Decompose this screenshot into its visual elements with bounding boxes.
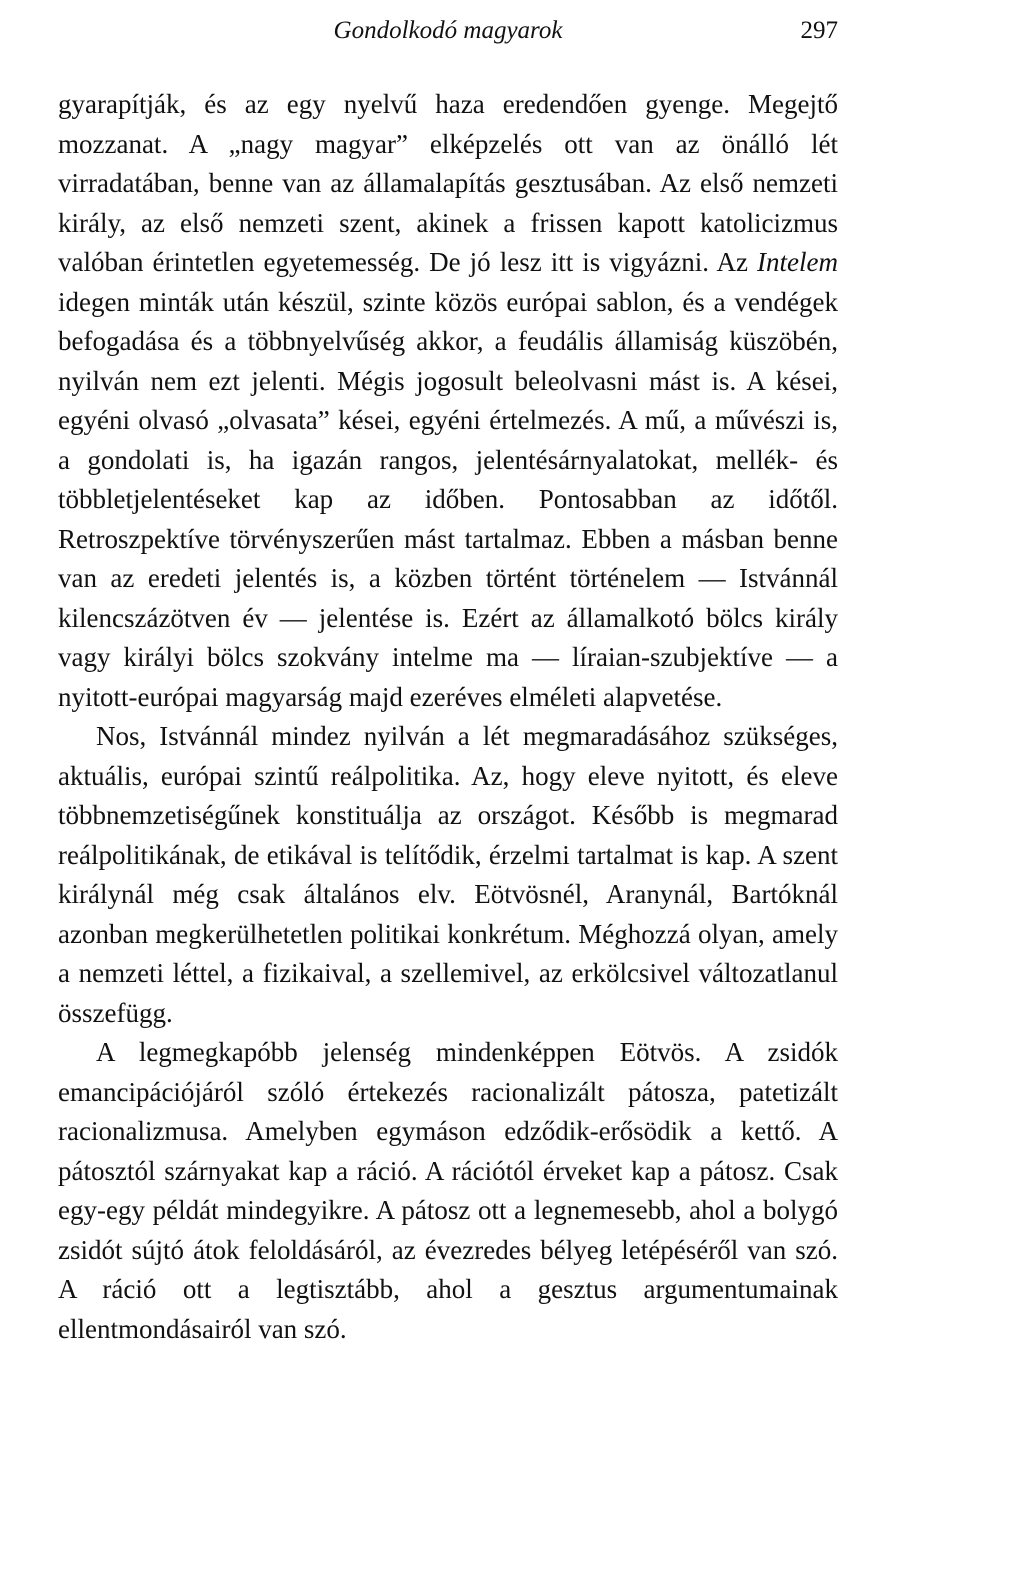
paragraph-2: Nos, Istvánnál mindez nyilván a lét megmaradásához szükséges, aktuális, európai szintű reálpolitika. Az, hogy eleve nyitott, és eleve többnemzetiségűnek konstituálja az országot. Később is megmarad reálpolitikának, de etikával is telítődik, érzelmi tartalmat is kap. A szent királynál még csak általános elv. Eötvösnél, Aranynál, Bartóknál azonban megkerülhetetlen politikai konkrétum. Méghozzá olyan, amely a nemzeti léttel, a fizikaival, a szellemivel, az erkölcsivel változatlanul összefügg. [58,721,838,1028]
book-page [58,14,838,1569]
paragraph-1-text-b: idegen minták után készül, szinte közös európai sablon, és a vendégek befogadása és a többnyelvűség akkor, a feudális államiság küszöbén, nyilván nem ezt jelenti. Mégis jogosult beleolvasni mást is. A kései, egyéni olvasó „olvasata” kései, egyéni értelmezés. A mű, a művészi is, a gondolati is, ha igazán rangos, jelentésárnyalatokat, mellék- és többletjelentéseket kap az időben. Pontosabban az időtől. Retroszpektíve törvényszerűen mást tartalmaz. Ebben a másban benne van az eredeti jelentés is, a közben történt történelem — Istvánnál kilencszázötven év — jelentése is. Ezért az államalkotó bölcs király vagy királyi bölcs szokvány intelme ma — líraian-szubjektíve — a nyitott-európai magyarság majd ezeréves elméleti alapvetése. [58,286,838,712]
body-text [58,85,838,1349]
running-title: Gondolkodó magyarok [333,17,563,44]
paragraph-3: A legmegkapóbb jelenség mindenképpen Eötvös. A zsidók emancipációjáról szóló értekezés racionalizált pátosza, patetizált racionalizmusa. Amelyben egymáson edződik-erősödik a kettő. A pátosztól szárnyakat kap a ráció. A rációtól érveket kap a pátosz. Csak egy-egy példát mindegyikre. A pátosz ott a legnemesebb, ahol a bolygó zsidót sújtó átok feloldásáról, az évezredes bélyeg letépéséről van szó. A ráció ott a legtisztább, ahol a gesztus argumentumainak ellentmondásairól van szó. [58,1037,838,1344]
page-number: 297 [800,17,838,44]
paragraph-1 [58,85,838,717]
paragraph-1-italic-title: Intelem [757,247,838,277]
running-header [58,14,838,54]
paragraph-1-text-a: gyarapítják, és az egy nyelvű haza eredendően gyenge. Megejtő mozzanat. A „nagy magyar” elképzelés ott van az önálló lét virradatában, benne van az államalapítás gesztusában. Az első nemzeti király, az első nemzeti szent, akinek a frissen kapott katolicizmus valóban érintetlen egyetemesség. De jó lesz itt is vigyázni. Az [58,89,838,277]
